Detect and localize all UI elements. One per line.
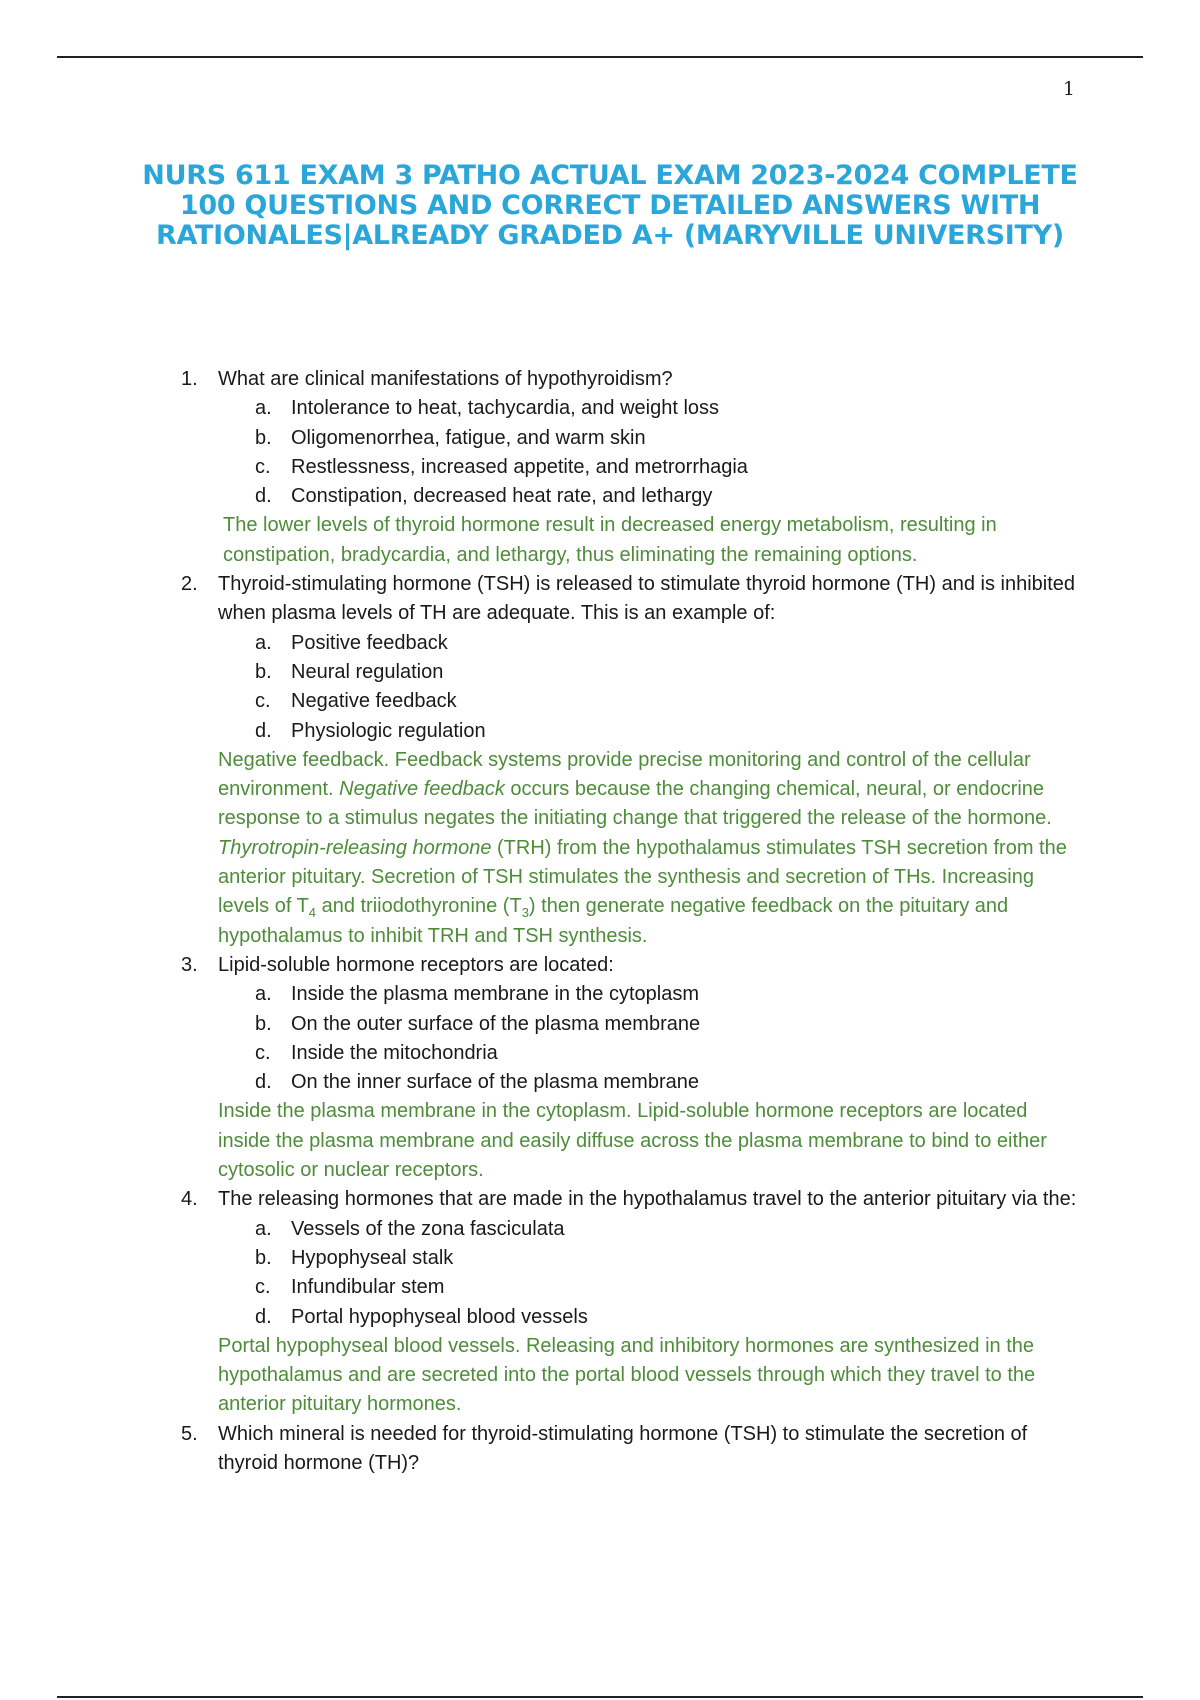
option-text: Infundibular stem <box>291 1276 445 1299</box>
rationale-emphasis: Thyrotropin-releasing hormone <box>218 836 492 859</box>
option-text: Intolerance to heat, tachycardia, and weight loss <box>291 397 720 420</box>
question-number: 4. <box>181 1188 198 1211</box>
option-item <box>0 1068 1200 1097</box>
footer-rule <box>57 1696 1143 1698</box>
question-5 <box>0 1420 1200 1479</box>
question-text: What are clinical manifestations of hypothyroidism? <box>218 368 673 390</box>
option-text: Negative feedback <box>291 690 457 713</box>
option-item <box>0 629 1200 658</box>
subscript: 4 <box>308 905 317 921</box>
option-text: Portal hypophyseal blood vessels <box>291 1305 588 1328</box>
option-item <box>0 1244 1200 1273</box>
option-letter: b. <box>255 426 272 449</box>
option-letter: b. <box>255 1012 272 1035</box>
question-number: 1. <box>181 368 198 390</box>
option-letter: a. <box>255 397 272 420</box>
rationale-4: Portal hypophyseal blood vessels. Releasing and inhibitory hormones are synthesized in the hypothalamus and are secreted into the portal blood vessels through which they travel to the anterior pituitary hormones. <box>218 1334 1036 1416</box>
option-item <box>0 687 1200 716</box>
option-letter: c. <box>255 690 271 713</box>
option-letter: b. <box>255 1246 272 1269</box>
question-number: 3. <box>181 953 198 976</box>
option-letter: d. <box>255 485 272 508</box>
option-item <box>0 453 1200 482</box>
document-title: NURS 611 EXAM 3 PATHO ACTUAL EXAM 2023-2024 COMPLETE 100 QUESTIONS AND CORRECT DETAILED ANSWERS WITH RATIONALES|ALREADY GRADED A+ (MARYVILLE UNIVERSITY) <box>142 160 1078 251</box>
option-item <box>0 1273 1200 1302</box>
question-text: Which mineral is needed for thyroid-stimulating hormone (TSH) to stimulate the secretion of thyroid hormone (TH)? <box>218 1422 1028 1474</box>
option-text: Restlessness, increased appetite, and metrorrhagia <box>291 455 748 478</box>
option-letter: d. <box>255 1305 272 1328</box>
option-text: Oligomenorrhea, fatigue, and warm skin <box>291 426 646 449</box>
option-item <box>0 1010 1200 1039</box>
question-text: Thyroid-stimulating hormone (TSH) is released to stimulate thyroid hormone (TH) and is inhibited when plasma levels of TH are adequate. This is an example of: <box>218 573 1076 625</box>
option-letter: b. <box>255 660 272 683</box>
option-letter: a. <box>255 631 272 654</box>
option-text: Neural regulation <box>291 660 444 683</box>
question-text: Lipid-soluble hormone receptors are located: <box>218 953 614 976</box>
subscript: 3 <box>521 905 529 921</box>
rationale-text: Negative feedback. Feedback systems provide precise monitoring and control of the cellular environment. <box>218 748 1031 801</box>
question-2 <box>0 570 1200 629</box>
option-letter: a. <box>255 1217 272 1240</box>
option-item <box>0 394 1200 423</box>
option-letter: c. <box>255 1041 271 1064</box>
question-text: The releasing hormones that are made in the hypothalamus travel to the anterior pituitary via the: <box>218 1188 1077 1211</box>
option-item <box>0 980 1200 1009</box>
question-number: 2. <box>181 573 198 596</box>
option-item <box>0 658 1200 687</box>
option-text: On the inner surface of the plasma membrane <box>291 1071 699 1094</box>
option-letter: c. <box>255 1276 271 1299</box>
option-text: Vessels of the zona fasciculata <box>291 1217 565 1240</box>
option-text: Inside the mitochondria <box>291 1041 498 1064</box>
header-rule <box>57 56 1143 58</box>
option-item <box>0 482 1200 511</box>
option-item <box>0 1215 1200 1244</box>
option-letter: d. <box>255 1071 272 1094</box>
option-item <box>0 717 1200 746</box>
option-text: Positive feedback <box>291 631 448 654</box>
option-item <box>0 1039 1200 1068</box>
page-number: 1 <box>1062 78 1075 100</box>
document-body <box>0 365 1200 1478</box>
question-4 <box>0 1185 1200 1214</box>
option-item <box>0 424 1200 453</box>
option-letter: d. <box>255 719 272 742</box>
rationale-text: ) then generate negative feedback on the pituitary and hypothalamus to inhibit TRH and TSH synthesis. <box>218 895 1009 947</box>
option-item <box>0 1303 1200 1332</box>
question-3 <box>0 951 1200 980</box>
option-text: Hypophyseal stalk <box>291 1246 454 1269</box>
rationale-text: (TRH) from the hypothalamus stimulates TSH secretion from the anterior pituitary. Secretion of TSH stimulates the synthesis and secretion of THs. Increasing levels of T <box>218 836 1067 918</box>
question-number: 5. <box>181 1422 198 1445</box>
option-text: Physiologic regulation <box>291 719 486 742</box>
question-1 <box>0 365 1200 394</box>
rationale-1: The lower levels of thyroid hormone result in decreased energy metabolism, resulting in constipation, bradycardia, and lethargy, thus eliminating the remaining options. <box>223 514 997 566</box>
option-text: On the outer surface of the plasma membrane <box>291 1012 701 1035</box>
option-text: Inside the plasma membrane in the cytoplasm <box>291 983 699 1006</box>
rationale-text: and triiodothyronine (T <box>316 895 522 918</box>
rationale-3: Inside the plasma membrane in the cytoplasm. Lipid-soluble hormone receptors are located inside the plasma membrane and easily diffuse across the plasma membrane to bind to either cytosolic or nuclear receptors. <box>218 1100 1047 1182</box>
rationale-emphasis: Negative feedback <box>339 778 505 801</box>
option-letter: c. <box>255 455 271 478</box>
option-text: Constipation, decreased heat rate, and lethargy <box>291 485 713 508</box>
option-letter: a. <box>255 983 272 1006</box>
rationale-2 <box>0 746 1200 951</box>
rationale-text: occurs because the changing chemical, neural, or endocrine response to a stimulus negates the initiating change that triggered the release of the hormone. <box>218 778 1052 830</box>
